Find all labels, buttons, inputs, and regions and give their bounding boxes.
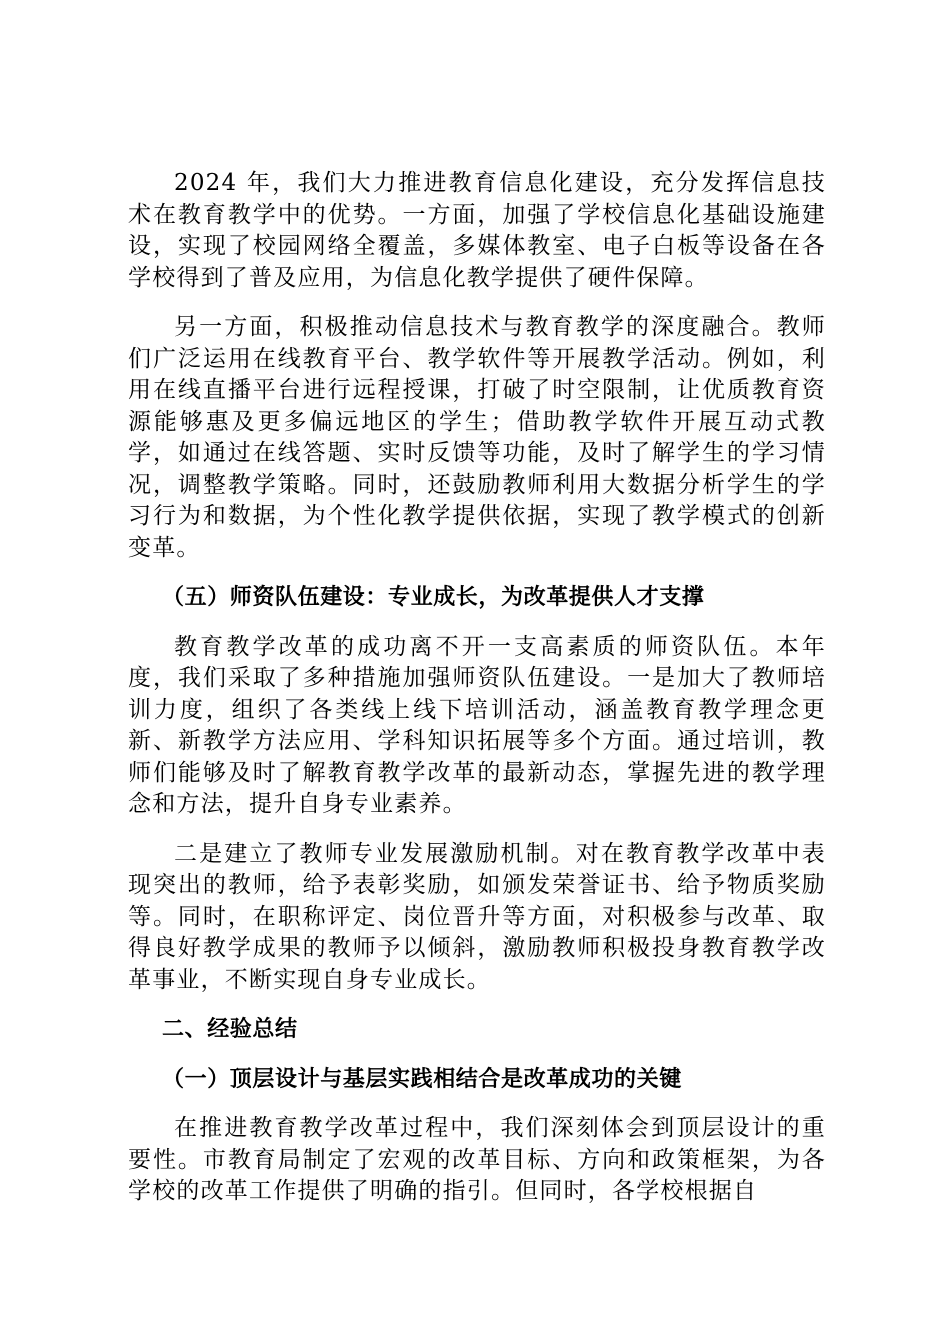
document-body (128, 168, 826, 1226)
paragraph-teacher-incentive: 二是建立了教师专业发展激励机制。对在教育教学改革中表现突出的教师，给予表彰奖励，如颁发荣誉证书、给予物质奖励等。同时，在职称评定、岗位晋升等方面，对积极参与改革、取得良好教学成果的教师予以倾斜，激励教师积极投身教育教学改革事业，不断实现自身专业成长。 (128, 840, 826, 993)
section-heading-teacher-team: （五）师资队伍建设：专业成长，为改革提供人才支撑 (162, 585, 705, 610)
paragraph-teacher-training: 教育教学改革的成功离不开一支高素质的师资队伍。本年度，我们采取了多种措施加强师资队伍建设。一是加大了教师培训力度，组织了各类线上线下培训活动，涵盖教育教学理念更新、新教学方法应用、学科知识拓展等多个方面。通过培训，教师们能够及时了解教育教学改革的最新动态，掌握先进的教学理念和方法，提升自身专业素养。 (128, 633, 826, 817)
paragraph-informatization-infrastructure: 2024 年，我们大力推进教育信息化建设，充分发挥信息技术在教育教学中的优势。一方面，加强了学校信息化基础设施建设，实现了校园网络全覆盖，多媒体教室、电子白板等设备在各学校得到了普及应用，为信息化教学提供了硬件保障。 (128, 170, 826, 291)
paragraph-top-level-design: 在推进教育教学改革过程中，我们深刻体会到顶层设计的重要性。市教育局制定了宏观的改革目标、方向和政策框架，为各学校的改革工作提供了明确的指引。但同时，各学校根据自 (128, 1115, 826, 1204)
paragraph-technology-integration: 另一方面，积极推动信息技术与教育教学的深度融合。教师们广泛运用在线教育平台、教学软件等开展教学活动。例如，利用在线直播平台进行远程授课，打破了时空限制，让优质教育资源能够惠及更多偏远地区的学生；借助教学软件开展互动式教学，如通过在线答题、实时反馈等功能，及时了解学生的学习情况，调整教学策略。同时，还鼓励教师利用大数据分析学生的学习行为和数据，为个性化教学提供依据，实现了教学模式的创新变革。 (128, 314, 826, 561)
section-heading-top-level-design: （一）顶层设计与基层实践相结合是改革成功的关键 (162, 1066, 682, 1092)
chapter-heading-experience-summary: 二、经验总结 (162, 1017, 298, 1042)
